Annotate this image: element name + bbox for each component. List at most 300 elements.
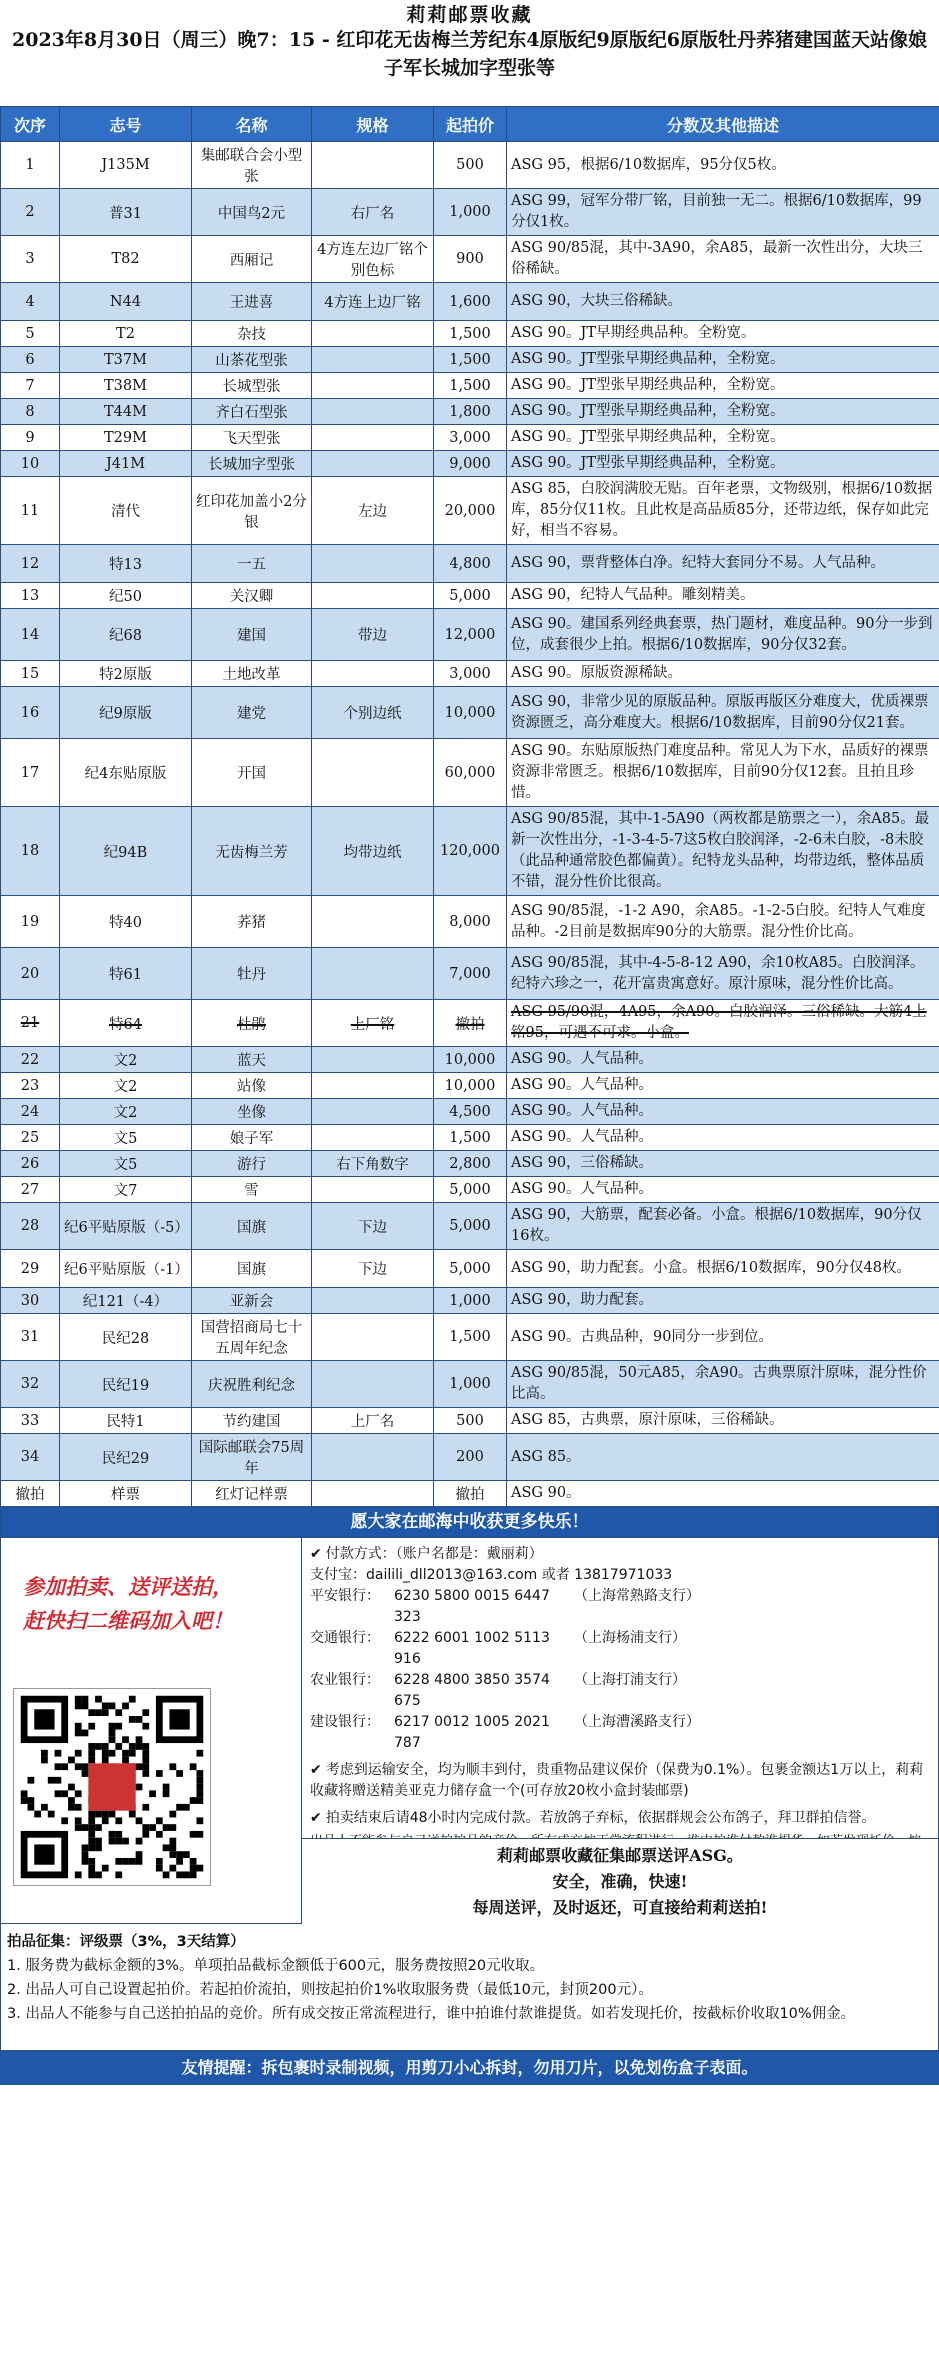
cell-code: 文2 xyxy=(60,1047,192,1073)
note-item: ✔ 考虑到运输安全，均为顺丰到付，贵重物品建议保价（保费为0.1%）。包裹金额达1万以上，莉莉收藏将赠送精美亚克力储存盒一个(可存放20枚小盒封装邮票) xyxy=(310,1762,924,1799)
cell-name: 齐白石型张 xyxy=(192,399,312,425)
cell-spec xyxy=(312,1047,434,1073)
cell-no: 9 xyxy=(1,425,60,451)
cell-spec: 下边 xyxy=(312,1250,434,1288)
cell-desc: ASG 85。 xyxy=(507,1434,939,1481)
cell-desc: ASG 90。JT型张早期经典品种，全粉宽。 xyxy=(507,373,939,399)
table-row xyxy=(1,1361,939,1408)
page-subtitle: 2023年8月30日（周三）晚7：15 - 红印花无齿梅兰芳纪东4原版纪9原版纪6原版牡丹荞猪建国蓝天站像娘子军长城加字型张等 xyxy=(12,29,927,79)
cell-code: 特40 xyxy=(60,896,192,948)
cell-no: 11 xyxy=(1,477,60,545)
check-icon: ✔ xyxy=(310,1546,322,1562)
cell-code: 纪94B xyxy=(60,807,192,896)
cell-name: 站像 xyxy=(192,1073,312,1099)
cell-desc: ASG 90，大块三俗稀缺。 xyxy=(507,283,939,321)
cell-spec xyxy=(312,896,434,948)
alipay-value: dailili_dll2013@163.com 或者 13817971033 xyxy=(366,1567,673,1583)
cell-spec: 上厂铭 xyxy=(312,1000,434,1047)
cell-name: 土地改革 xyxy=(192,661,312,687)
cell-price: 200 xyxy=(434,1434,507,1481)
cell-code: N44 xyxy=(60,283,192,321)
cell-spec: 下边 xyxy=(312,1203,434,1250)
table-row xyxy=(1,896,939,948)
cell-name: 飞天型张 xyxy=(192,425,312,451)
cell-name: 国旗 xyxy=(192,1250,312,1288)
cell-no: 8 xyxy=(1,399,60,425)
table-row xyxy=(1,687,939,739)
cell-desc: ASG 90。人气品种。 xyxy=(507,1125,939,1151)
cell-spec xyxy=(312,583,434,609)
cell-no: 1 xyxy=(1,142,60,189)
bank-row xyxy=(310,1670,930,1712)
table-row xyxy=(1,1481,939,1507)
col-header-spec: 规格 xyxy=(312,107,434,142)
cell-code: 文2 xyxy=(60,1099,192,1125)
cell-spec xyxy=(312,1099,434,1125)
table-row xyxy=(1,477,939,545)
cell-name: 长城型张 xyxy=(192,373,312,399)
cell-name: 开国 xyxy=(192,739,312,807)
alipay-row: 支付宝：dailili_dll2013@163.com 或者 13817971033 xyxy=(310,1567,673,1583)
col-header-no: 次序 xyxy=(1,107,60,142)
cell-price: 10,000 xyxy=(434,687,507,739)
cell-name: 杂技 xyxy=(192,321,312,347)
cell-no: 10 xyxy=(1,451,60,477)
table-row xyxy=(1,373,939,399)
table-row xyxy=(1,1099,939,1125)
cell-no: 30 xyxy=(1,1288,60,1314)
cell-code: 纪6平贴原版（-1） xyxy=(60,1250,192,1288)
table-row xyxy=(1,1408,939,1434)
table-row xyxy=(1,1073,939,1099)
cell-no: 18 xyxy=(1,807,60,896)
table-row xyxy=(1,1250,939,1288)
table-row xyxy=(1,807,939,896)
cell-no: 3 xyxy=(1,236,60,283)
cell-price: 撤拍 xyxy=(434,1000,507,1047)
cell-code: T29M xyxy=(60,425,192,451)
cell-desc: ASG 90/85混，其中-3A90，余A85，最新一次性出分，大块三俗稀缺。 xyxy=(507,236,939,283)
cell-desc: ASG 90。东贴原版热门难度品种。常见人为下水，品质好的裸票资源非常匮乏。根据6/10数据库，目前90分仅12套。且拍且珍惜。 xyxy=(507,739,939,807)
asg-line-1: 莉莉邮票收藏征集邮票送评ASG。 xyxy=(497,1846,743,1865)
cell-name: 游行 xyxy=(192,1151,312,1177)
cell-name: 中国鸟2元 xyxy=(192,189,312,236)
bank-list xyxy=(310,1586,930,1754)
footer-reminder: 友情提醒：拆包裹时录制视频，用剪刀小心拆封，勿用刀片，以免划伤盒子表面。 xyxy=(0,2051,939,2085)
cell-spec xyxy=(312,1361,434,1408)
rule-item: 1. 服务费为截标金额的3%。单项拍品截标金额低于600元，服务费按照20元收取。 xyxy=(7,1958,545,1974)
cell-spec xyxy=(312,425,434,451)
qr-code[interactable] xyxy=(13,1688,211,1886)
cell-name: 红灯记样票 xyxy=(192,1481,312,1507)
table-row xyxy=(1,583,939,609)
cell-no: 19 xyxy=(1,896,60,948)
bank-row xyxy=(310,1712,930,1754)
cell-desc: ASG 90。古典品种，90同分一步到位。 xyxy=(507,1314,939,1361)
cell-price: 20,000 xyxy=(434,477,507,545)
cell-spec xyxy=(312,1481,434,1507)
cell-no: 21 xyxy=(1,1000,60,1047)
col-header-price: 起拍价 xyxy=(434,107,507,142)
table-row xyxy=(1,948,939,1000)
bank-acct: 6217 0012 1005 2021 787 xyxy=(394,1714,550,1751)
cell-spec: 上厂名 xyxy=(312,1408,434,1434)
cell-no: 4 xyxy=(1,283,60,321)
col-header-desc: 分数及其他描述 xyxy=(507,107,939,142)
cell-name: 红印花加盖小2分银 xyxy=(192,477,312,545)
table-row xyxy=(1,283,939,321)
cell-code: T38M xyxy=(60,373,192,399)
table-row xyxy=(1,545,939,583)
asg-line-3: 每周送评，及时返还，可直接给莉莉送拍! xyxy=(472,1898,768,1917)
cell-name: 坐像 xyxy=(192,1099,312,1125)
cell-spec xyxy=(312,321,434,347)
table-row xyxy=(1,321,939,347)
cell-desc: ASG 90，大筋票，配套必备。小盒。根据6/10数据库，90分仅16枚。 xyxy=(507,1203,939,1250)
cell-price: 8,000 xyxy=(434,896,507,948)
cell-desc: ASG 90，三俗稀缺。 xyxy=(507,1151,939,1177)
cell-code: 纪6平贴原版（-5） xyxy=(60,1203,192,1250)
table-row xyxy=(1,425,939,451)
cell-code: J41M xyxy=(60,451,192,477)
cell-spec xyxy=(312,142,434,189)
cell-code: T82 xyxy=(60,236,192,283)
cell-desc: ASG 90。JT型张早期经典品种，全粉宽。 xyxy=(507,399,939,425)
cell-desc: ASG 90。JT型张早期经典品种，全粉宽。 xyxy=(507,425,939,451)
cell-code: 纪121（-4） xyxy=(60,1288,192,1314)
cell-desc: ASG 90/85混，-1-2 A90，余A85。-1-2-5白胶。纪特人气难度品种。-2目前是数据库90分的大筋票。混分性价比高。 xyxy=(507,896,939,948)
cell-desc: ASG 90。人气品种。 xyxy=(507,1047,939,1073)
cell-price: 1,500 xyxy=(434,373,507,399)
table-row xyxy=(1,1000,939,1047)
table-row xyxy=(1,1125,939,1151)
cell-desc: ASG 95/90混，4A95，余A90。白胶润泽。三俗稀缺。大筋4上铭95，可遇不可求。小盒。 xyxy=(507,1000,939,1047)
cell-desc: ASG 90。人气品种。 xyxy=(507,1177,939,1203)
cell-no: 29 xyxy=(1,1250,60,1288)
cell-name: 集邮联合会小型张 xyxy=(192,142,312,189)
cell-name: 荞猪 xyxy=(192,896,312,948)
cell-name: 长城加字型张 xyxy=(192,451,312,477)
cell-no: 17 xyxy=(1,739,60,807)
cell-spec: 4方连上边厂铭 xyxy=(312,283,434,321)
cell-name: 杜鹃 xyxy=(192,1000,312,1047)
header xyxy=(0,0,939,106)
cell-no: 20 xyxy=(1,948,60,1000)
cell-code: 特64 xyxy=(60,1000,192,1047)
cell-spec xyxy=(312,1434,434,1481)
cell-desc: ASG 90/85混，50元A85，余A90。古典票原汁原味，混分性价比高。 xyxy=(507,1361,939,1408)
cell-code: 清代 xyxy=(60,477,192,545)
note-item: ✔ 拍卖结束后请48小时内完成付款。若放鸽子弃标，依据群规会公布鸽子，拜卫群拍信誉。 xyxy=(310,1810,876,1826)
cell-no: 14 xyxy=(1,609,60,661)
cell-spec xyxy=(312,451,434,477)
payment-title: ✔ 付款方式：（账户名都是：戴丽莉） xyxy=(310,1546,543,1562)
cell-price: 2,800 xyxy=(434,1151,507,1177)
cell-spec xyxy=(312,1288,434,1314)
cell-price: 5,000 xyxy=(434,1177,507,1203)
table-row xyxy=(1,189,939,236)
cell-desc: ASG 90，票背整体白净。纪特大套同分不易。人气品种。 xyxy=(507,545,939,583)
table-row xyxy=(1,1203,939,1250)
cell-spec: 个别边纸 xyxy=(312,687,434,739)
cell-code: 样票 xyxy=(60,1481,192,1507)
promo-text xyxy=(1,1538,301,1638)
cell-code: T2 xyxy=(60,321,192,347)
cell-code: 文5 xyxy=(60,1125,192,1151)
cell-price: 1,000 xyxy=(434,1288,507,1314)
table-row xyxy=(1,739,939,807)
cell-no: 27 xyxy=(1,1177,60,1203)
table-row xyxy=(1,236,939,283)
cell-spec xyxy=(312,1314,434,1361)
cell-code: 纪68 xyxy=(60,609,192,661)
cell-price: 120,000 xyxy=(434,807,507,896)
cell-desc: ASG 90。JT型张早期经典品种，全粉宽。 xyxy=(507,451,939,477)
check-icon: ✔ xyxy=(310,1762,322,1778)
cell-name: 建国 xyxy=(192,609,312,661)
cell-desc: ASG 90。原版资源稀缺。 xyxy=(507,661,939,687)
cell-spec: 右下角数字 xyxy=(312,1151,434,1177)
cell-name: 国营招商局七十五周年纪念 xyxy=(192,1314,312,1361)
cell-code: 民纪29 xyxy=(60,1434,192,1481)
cell-name: 无齿梅兰芳 xyxy=(192,807,312,896)
cell-price: 1,500 xyxy=(434,1125,507,1151)
cell-spec xyxy=(312,545,434,583)
cell-no: 28 xyxy=(1,1203,60,1250)
cell-desc: ASG 90。JT型张早期经典品种，全粉宽。 xyxy=(507,347,939,373)
cell-name: 雪 xyxy=(192,1177,312,1203)
bank-acct: 6222 6001 1002 5113 916 xyxy=(394,1630,550,1667)
cell-spec: 右厂名 xyxy=(312,189,434,236)
cell-spec xyxy=(312,1125,434,1151)
cell-price: 3,000 xyxy=(434,425,507,451)
cell-desc: ASG 90。 xyxy=(507,1481,939,1507)
cell-no: 7 xyxy=(1,373,60,399)
cell-no: 22 xyxy=(1,1047,60,1073)
cell-price: 10,000 xyxy=(434,1047,507,1073)
promo-panel xyxy=(1,1538,302,1923)
table-row xyxy=(1,399,939,425)
cell-name: 建党 xyxy=(192,687,312,739)
bank-branch: （上海漕溪路支行） xyxy=(574,1714,700,1730)
cell-no: 15 xyxy=(1,661,60,687)
promo-line-2: 赶快扫二维码加入吧！ xyxy=(23,1608,233,1633)
cell-desc: ASG 95，根据6/10数据库，95分仅5枚。 xyxy=(507,142,939,189)
check-icon: ✔ xyxy=(310,1810,322,1826)
promo-line-1: 参加拍卖、送评送拍， xyxy=(23,1574,233,1599)
table-row xyxy=(1,661,939,687)
table-header-row xyxy=(1,107,939,142)
cell-spec xyxy=(312,739,434,807)
cell-code: 普31 xyxy=(60,189,192,236)
cell-price: 5,000 xyxy=(434,583,507,609)
col-header-name: 名称 xyxy=(192,107,312,142)
cell-desc: ASG 90。JT早期经典品种。全粉宽。 xyxy=(507,321,939,347)
cell-no: 34 xyxy=(1,1434,60,1481)
cell-price: 500 xyxy=(434,1408,507,1434)
cell-no: 32 xyxy=(1,1361,60,1408)
cell-name: 蓝天 xyxy=(192,1047,312,1073)
cell-name: 一五 xyxy=(192,545,312,583)
cell-price: 1,800 xyxy=(434,399,507,425)
page-title: 莉莉邮票收藏 xyxy=(406,4,533,26)
bank-branch: （上海常熟路支行） xyxy=(574,1588,700,1604)
cell-spec: 均带边纸 xyxy=(312,807,434,896)
asg-line-2: 安全，准确，快速! xyxy=(552,1872,688,1891)
cell-no: 撤拍 xyxy=(1,1481,60,1507)
cell-price: 撤拍 xyxy=(434,1481,507,1507)
cell-price: 1,000 xyxy=(434,1361,507,1408)
rules-section xyxy=(0,1923,939,2051)
cell-price: 900 xyxy=(434,236,507,283)
cell-desc: ASG 90。建国系列经典套票，热门题材，难度品种。90分一步到位，成套很少上拍。根据6/10数据库，90分仅32套。 xyxy=(507,609,939,661)
auction-table xyxy=(0,106,939,1507)
cell-no: 5 xyxy=(1,321,60,347)
table-row xyxy=(1,1434,939,1481)
cell-no: 13 xyxy=(1,583,60,609)
cell-price: 3,000 xyxy=(434,661,507,687)
cell-no: 12 xyxy=(1,545,60,583)
cell-code: 纪4东贴原版 xyxy=(60,739,192,807)
cell-desc: ASG 90，非常少见的原版品种。原版再版区分难度大，优质裸票资源匮乏，高分难度大。根据6/10数据库，目前90分仅21套。 xyxy=(507,687,939,739)
cell-desc: ASG 90。人气品种。 xyxy=(507,1073,939,1099)
cell-code: 纪9原版 xyxy=(60,687,192,739)
cell-name: 庆祝胜利纪念 xyxy=(192,1361,312,1408)
cell-no: 16 xyxy=(1,687,60,739)
cell-code: 民纪28 xyxy=(60,1314,192,1361)
cell-desc: ASG 90。人气品种。 xyxy=(507,1099,939,1125)
table-row xyxy=(1,1177,939,1203)
cell-name: 娘子军 xyxy=(192,1125,312,1151)
cell-name: 王进喜 xyxy=(192,283,312,321)
cell-no: 31 xyxy=(1,1314,60,1361)
cell-code: T37M xyxy=(60,347,192,373)
cell-price: 1,600 xyxy=(434,283,507,321)
table-row xyxy=(1,347,939,373)
cell-desc: ASG 90/85混，其中-4-5-8-12 A90，余10枚A85。白胶润泽。纪特六珍之一，花开富贵寓意好。原汁原味，混分性价比高。 xyxy=(507,948,939,1000)
cell-name: 节约建国 xyxy=(192,1408,312,1434)
table-row xyxy=(1,1288,939,1314)
table-body xyxy=(1,142,939,1507)
cell-desc: ASG 90/85混，其中-1-5A90（两枚都是筋票之一），余A85。最新一次性出分，-1-3-4-5-7这5枚白胶润泽，-2-6未白胶，-8未胶（此品种通常胶色都偏黄）。纪特龙头品种，均带边纸，整体品质不错，混分性价比很高。 xyxy=(507,807,939,896)
cell-price: 4,800 xyxy=(434,545,507,583)
cell-spec xyxy=(312,1177,434,1203)
cell-no: 26 xyxy=(1,1151,60,1177)
cell-code: T44M xyxy=(60,399,192,425)
table-row xyxy=(1,1314,939,1361)
bank-row xyxy=(310,1586,930,1628)
cell-price: 5,000 xyxy=(434,1250,507,1288)
cell-price: 1,500 xyxy=(434,347,507,373)
cell-desc: ASG 85，白胶润满胶无贴。百年老票，文物级别，根据6/10数据库，85分仅11枚。且此枚是高品质85分，还带边纸，保存如此完好，相当不容易。 xyxy=(507,477,939,545)
cell-desc: ASG 85，古典票，原汁原味，三俗稀缺。 xyxy=(507,1408,939,1434)
table-row xyxy=(1,1151,939,1177)
cell-name: 牡丹 xyxy=(192,948,312,1000)
cell-price: 10,000 xyxy=(434,1073,507,1099)
cell-spec: 带边 xyxy=(312,609,434,661)
cell-name: 西厢记 xyxy=(192,236,312,283)
cell-desc: ASG 90，助力配套。 xyxy=(507,1288,939,1314)
table-row xyxy=(1,451,939,477)
cell-price: 9,000 xyxy=(434,451,507,477)
table-row xyxy=(1,142,939,189)
cell-no: 33 xyxy=(1,1408,60,1434)
cell-price: 7,000 xyxy=(434,948,507,1000)
cell-name: 关汉卿 xyxy=(192,583,312,609)
cell-price: 1,500 xyxy=(434,321,507,347)
cell-code: 文2 xyxy=(60,1073,192,1099)
cell-desc: ASG 99，冠军分带厂铭，目前独一无二。根据6/10数据库，99分仅1枚。 xyxy=(507,189,939,236)
bank-acct: 6230 5800 0015 6447 323 xyxy=(394,1588,550,1625)
bank-branch: （上海打浦支行） xyxy=(574,1672,686,1688)
cell-price: 12,000 xyxy=(434,609,507,661)
col-header-code: 志号 xyxy=(60,107,192,142)
cell-desc: ASG 90，纪特人气品种。雕刻精美。 xyxy=(507,583,939,609)
cell-spec xyxy=(312,373,434,399)
cell-price: 5,000 xyxy=(434,1203,507,1250)
bank-acct: 6228 4800 3850 3574 675 xyxy=(394,1672,550,1709)
rules-title: 拍品征集：评级票（3%，3天结算） xyxy=(7,1934,245,1950)
cell-code: 民特1 xyxy=(60,1408,192,1434)
cell-code: 文7 xyxy=(60,1177,192,1203)
cell-code: J135M xyxy=(60,142,192,189)
cell-name: 亚新会 xyxy=(192,1288,312,1314)
bank-label: 交通银行： xyxy=(310,1630,380,1646)
rule-item: 2. 出品人可自己设置起拍价。若起拍价流拍，则按起拍价1%收取服务费（最低10元，封顶200元）。 xyxy=(7,1982,653,1998)
cell-code: 文5 xyxy=(60,1151,192,1177)
cell-desc: ASG 90，助力配套。小盒。根据6/10数据库，90分仅48枚。 xyxy=(507,1250,939,1288)
cell-no: 23 xyxy=(1,1073,60,1099)
cell-spec xyxy=(312,1073,434,1099)
bank-label: 平安银行： xyxy=(310,1588,380,1604)
table-row xyxy=(1,609,939,661)
cell-name: 国际邮联会75周年 xyxy=(192,1434,312,1481)
bank-branch: （上海杨浦支行） xyxy=(574,1630,686,1646)
rules-list xyxy=(7,1954,932,2026)
cell-code: 纪50 xyxy=(60,583,192,609)
cell-name: 山茶花型张 xyxy=(192,347,312,373)
cell-code: 特2原版 xyxy=(60,661,192,687)
cell-no: 2 xyxy=(1,189,60,236)
cell-price: 60,000 xyxy=(434,739,507,807)
cell-name: 国旗 xyxy=(192,1203,312,1250)
asg-box xyxy=(302,1838,938,1928)
cell-no: 6 xyxy=(1,347,60,373)
cell-spec xyxy=(312,399,434,425)
cell-no: 25 xyxy=(1,1125,60,1151)
cell-spec: 4方连左边厂铭个别色标 xyxy=(312,236,434,283)
cell-price: 500 xyxy=(434,142,507,189)
cell-price: 1,000 xyxy=(434,189,507,236)
cell-price: 1,500 xyxy=(434,1314,507,1361)
cell-spec xyxy=(312,661,434,687)
cell-code: 特13 xyxy=(60,545,192,583)
rule-item: 3. 出品人不能参与自己送拍拍品的竞价。所有成交按正常流程进行，谁中拍谁付款谁提货。如若发现托价，按截标价收取10%佣金。 xyxy=(7,2006,856,2022)
cell-code: 民纪19 xyxy=(60,1361,192,1408)
bank-row xyxy=(310,1628,930,1670)
table-row xyxy=(1,1047,939,1073)
cell-no: 24 xyxy=(1,1099,60,1125)
cell-spec xyxy=(312,347,434,373)
bank-label: 农业银行： xyxy=(310,1672,380,1688)
cell-spec xyxy=(312,948,434,1000)
bank-label: 建设银行： xyxy=(310,1714,380,1730)
info-panel xyxy=(0,1538,939,1923)
cell-spec: 左边 xyxy=(312,477,434,545)
welcome-banner: 愿大家在邮海中收获更多快乐！ xyxy=(0,1507,939,1538)
cell-code: 特61 xyxy=(60,948,192,1000)
cell-price: 4,500 xyxy=(434,1099,507,1125)
